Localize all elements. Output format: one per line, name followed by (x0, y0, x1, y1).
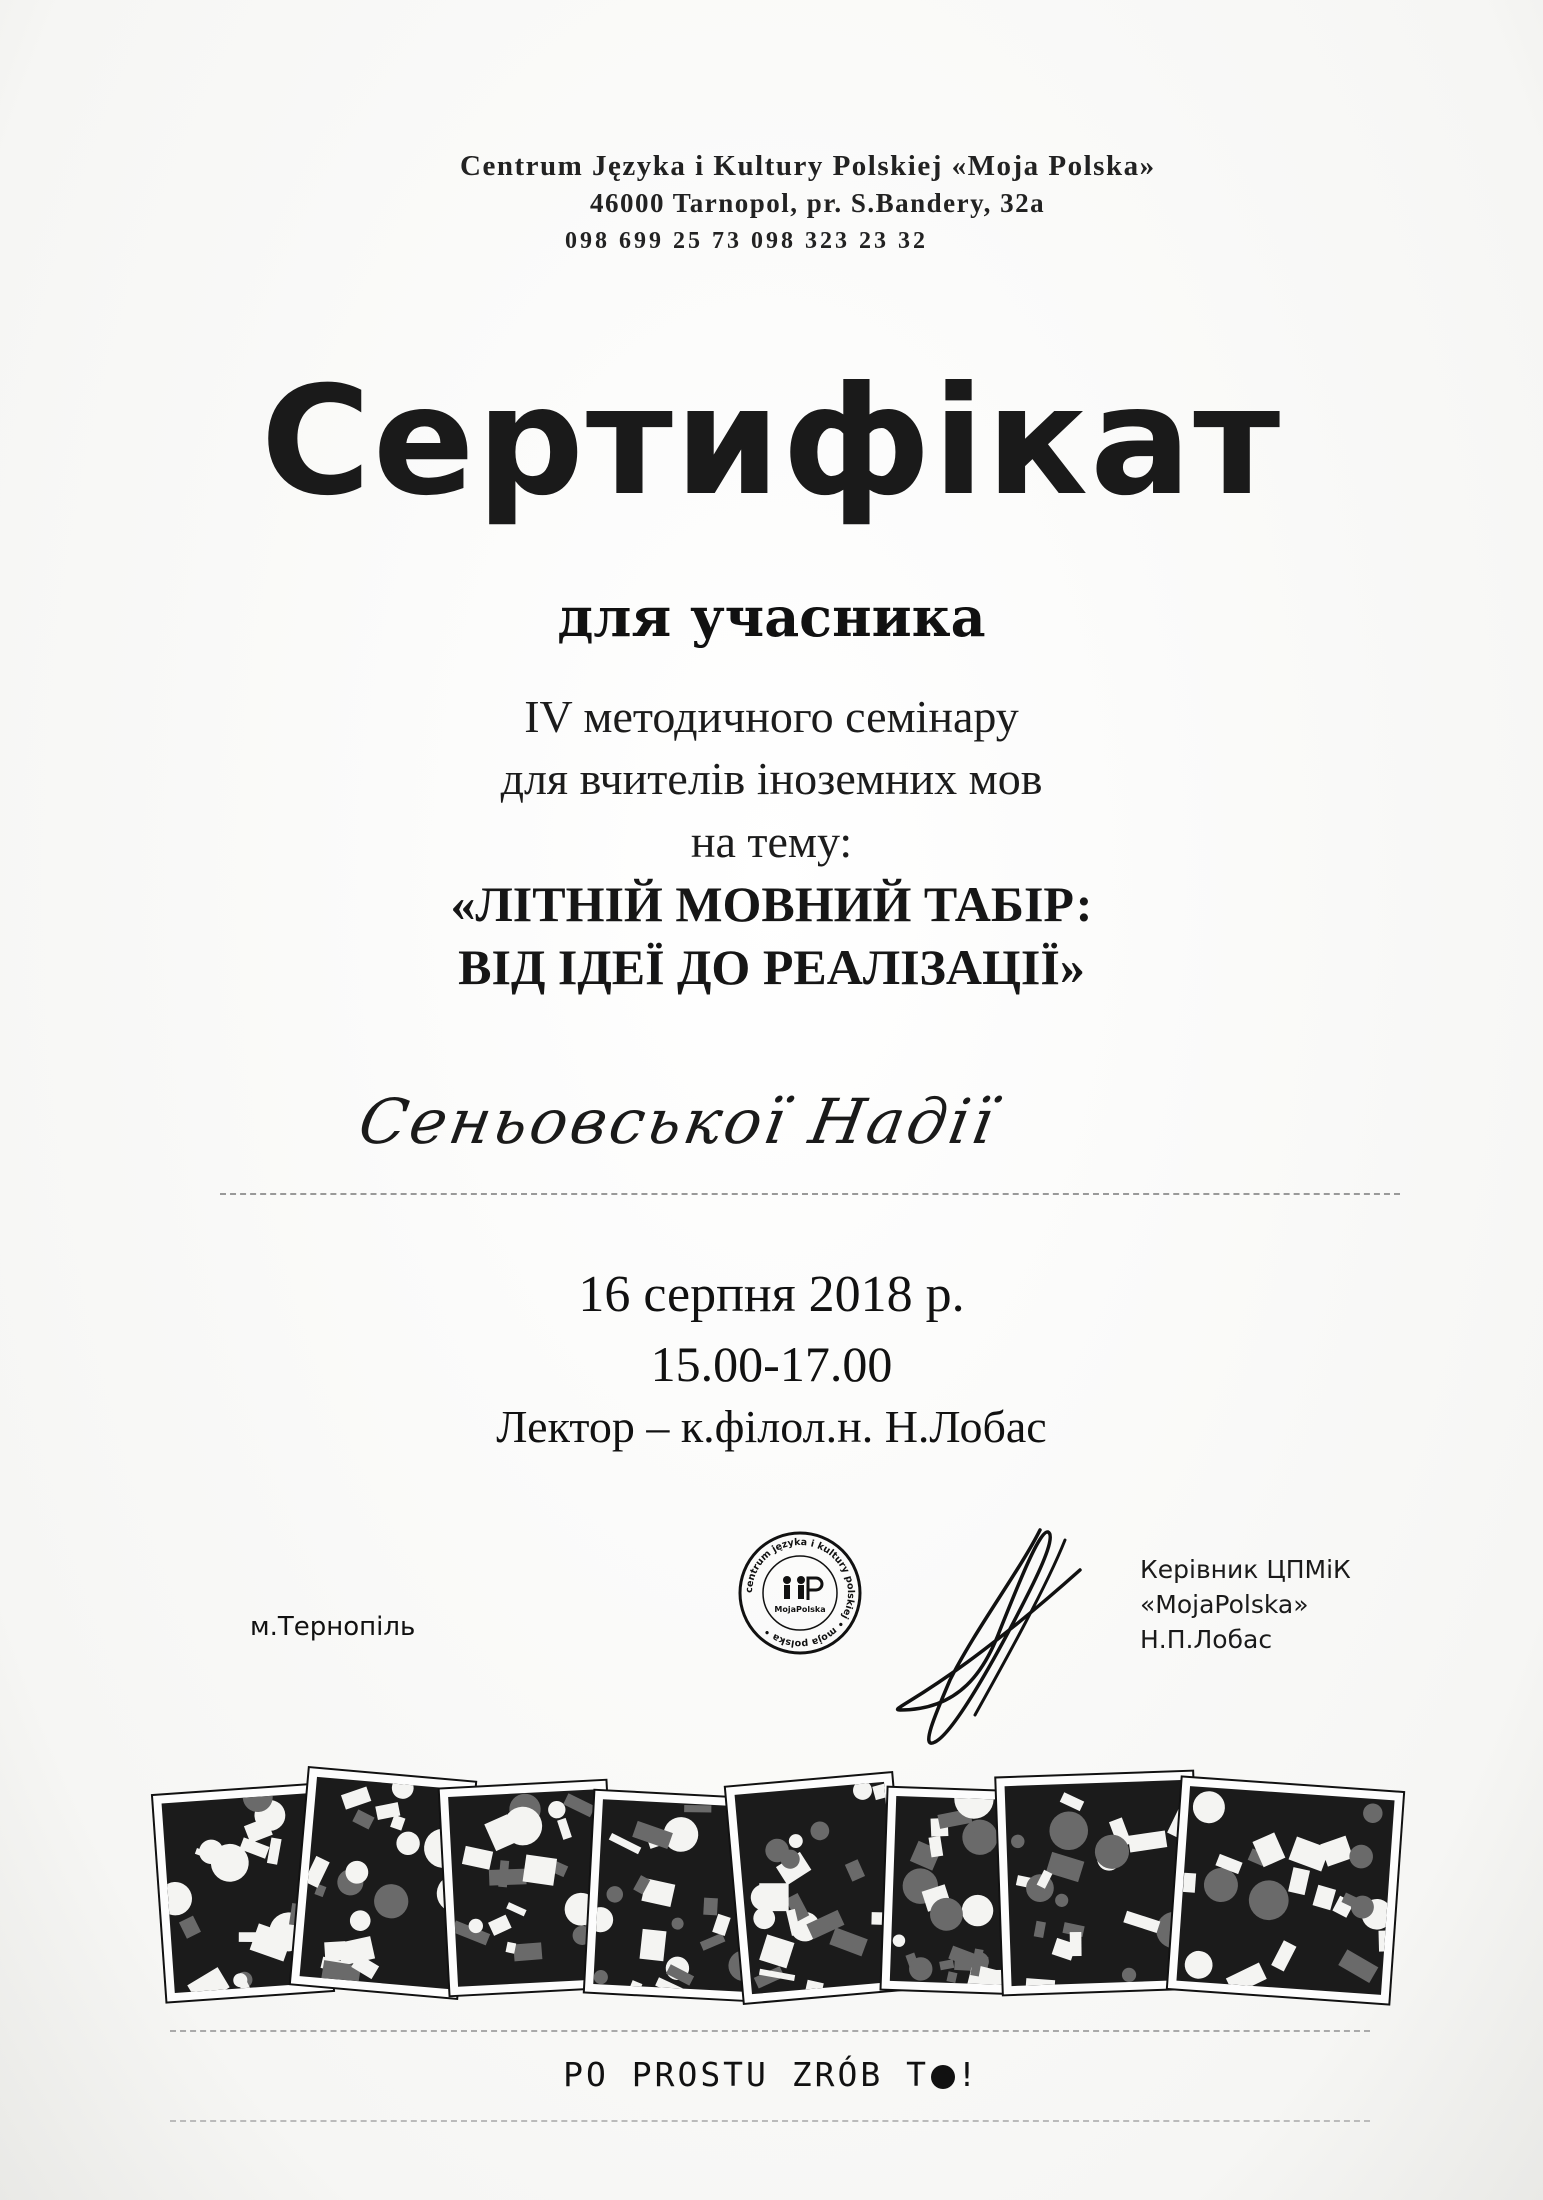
svg-text:centrum języka i kultury polsk: centrum języka i kultury polskiej • moja polska • (743, 1536, 857, 1650)
event-time: 15.00-17.00 (650, 1336, 893, 1392)
organization-name: Centrum Języka i Kultury Polskiej «Moja Polska» (460, 150, 1156, 182)
participant-name-handwritten: Сеньовської Надії (353, 1085, 1002, 1158)
organization-stamp (735, 1528, 865, 1658)
audience-line: для вчителів іноземних мов (500, 753, 1043, 804)
organization-address: 46000 Tarnopol, pr. S.Bandery, 32a (590, 188, 1046, 218)
footer-divider-bottom (170, 2120, 1370, 2122)
head-organization: «MojaPolska» (1140, 1590, 1309, 1619)
signature (880, 1510, 1100, 1760)
seminar-line: IV методичного семінару (524, 691, 1019, 742)
topic-line-2: ВІД ІДЕЇ ДО РЕАЛІЗАЦІЇ» (458, 939, 1085, 995)
organization-phones: 098 699 25 73 098 323 23 32 (565, 228, 928, 254)
head-name: Н.П.Лобас (1140, 1625, 1273, 1654)
slogan-exclamation: ! (957, 2055, 980, 2094)
collage-photo (1168, 1778, 1403, 2004)
event-date: 16 серпня 2018 р. (578, 1266, 965, 1323)
name-underline (220, 1193, 1400, 1195)
certificate-subtitle: для учасника (557, 585, 986, 649)
photo-collage (160, 1770, 1390, 2000)
footer-divider (170, 2030, 1370, 2032)
city: м.Тернопіль (250, 1612, 416, 1642)
stamp-center-text: MojaPolska (774, 1605, 826, 1614)
topic-intro-line: на тему: (690, 816, 853, 867)
slogan-text: PO PROSTU ZRÓB T (563, 2055, 929, 2094)
slogan (0, 2055, 1543, 2094)
lecturer: Лектор – к.філол.н. Н.Лобас (496, 1401, 1047, 1452)
head-role: Керівник ЦПМіК (1140, 1555, 1351, 1584)
slogan-dot-icon (931, 2065, 955, 2089)
certificate-title: Сертифікат (260, 355, 1283, 529)
topic-line-1: «ЛІТНІЙ МОВНИЙ ТАБІР: (450, 876, 1093, 932)
